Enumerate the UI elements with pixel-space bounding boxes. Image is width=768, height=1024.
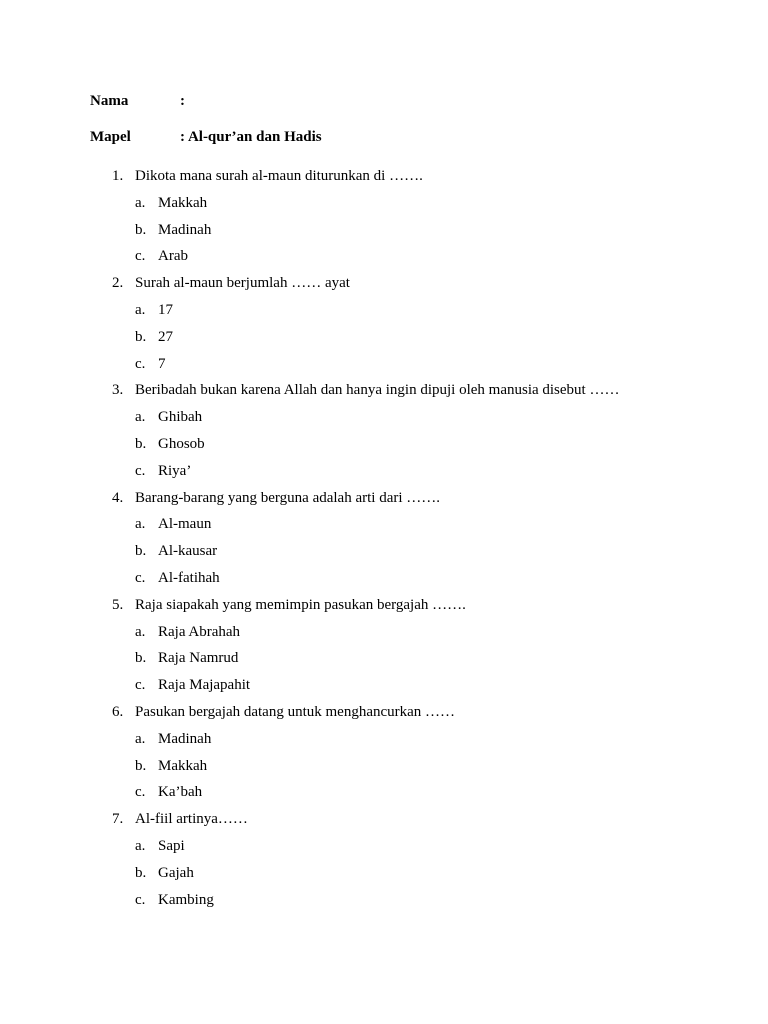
option-letter: c.	[135, 355, 146, 372]
question-text: Dikota mana surah al-maun diturunkan di …….	[135, 168, 423, 184]
question-1-option-c	[0, 246, 768, 273]
question-3	[0, 380, 768, 407]
mapel-colon: :	[180, 129, 185, 145]
question-5-option-c	[0, 675, 768, 702]
nama-colon: :	[180, 93, 185, 109]
option-letter: b.	[135, 543, 147, 560]
option-text: Madinah	[158, 221, 212, 238]
option-letter: b.	[135, 435, 147, 452]
option-text: Al-kausar	[158, 543, 218, 560]
option-letter: a.	[135, 837, 146, 854]
option-letter: b.	[135, 864, 147, 881]
question-1	[0, 166, 768, 193]
option-letter: c.	[135, 569, 146, 586]
question-3-option-a	[0, 407, 768, 434]
question-6-option-c	[0, 782, 768, 809]
option-text: Arab	[158, 248, 188, 265]
option-letter: c.	[135, 677, 146, 694]
question-2	[0, 273, 768, 300]
question-number: 7.	[112, 811, 124, 828]
option-letter: c.	[135, 248, 146, 265]
option-letter: b.	[135, 650, 147, 667]
nama-row	[90, 93, 185, 110]
question-text: Pasukan bergajah datang untuk menghancurkan ……	[135, 703, 456, 720]
option-letter: c.	[135, 462, 146, 479]
question-7	[0, 809, 768, 836]
option-letter: c.	[135, 784, 146, 801]
question-number: 2.	[112, 275, 124, 292]
option-text: Raja Abrahah	[158, 623, 241, 640]
option-letter: b.	[135, 757, 147, 774]
option-text: Kambing	[158, 891, 214, 908]
question-2-option-a	[0, 300, 768, 327]
question-number: 5.	[112, 596, 124, 613]
option-text: Ghosob	[158, 435, 205, 452]
question-text: Al-fiil artinya……	[135, 811, 248, 828]
question-list	[0, 166, 768, 916]
question-6-option-a	[0, 729, 768, 756]
question-5	[0, 595, 768, 622]
question-5-option-b	[0, 648, 768, 675]
question-4-option-c	[0, 568, 768, 595]
question-4	[0, 488, 768, 515]
option-letter: b.	[135, 328, 147, 345]
question-2-option-b	[0, 327, 768, 354]
question-6-option-b	[0, 756, 768, 783]
option-text: Raja Majapahit	[158, 677, 251, 694]
option-letter: a.	[135, 194, 146, 211]
question-3-option-c	[0, 461, 768, 488]
question-number: 6.	[112, 703, 124, 720]
question-number: 1.	[112, 168, 124, 184]
question-text: Beribadah bukan karena Allah dan hanya ingin dipuji oleh manusia disebut ……	[135, 382, 620, 399]
mapel-label: Mapel	[90, 129, 131, 145]
mapel-row	[90, 129, 322, 146]
question-6	[0, 702, 768, 729]
option-text: Raja Namrud	[158, 650, 239, 667]
question-number: 3.	[112, 382, 124, 399]
option-letter: a.	[135, 301, 146, 318]
option-text: 27	[158, 328, 173, 345]
question-7-option-a	[0, 836, 768, 863]
option-text: Gajah	[158, 864, 194, 881]
option-text: Sapi	[158, 837, 185, 854]
option-text: Riya’	[158, 462, 192, 479]
option-letter: c.	[135, 891, 146, 908]
question-7-option-c	[0, 890, 768, 917]
option-text: Makkah	[158, 194, 208, 211]
question-4-option-b	[0, 541, 768, 568]
nama-label: Nama	[90, 93, 129, 109]
question-text: Raja siapakah yang memimpin pasukan bergajah …….	[135, 596, 466, 613]
option-text: 7	[158, 355, 166, 372]
question-5-option-a	[0, 622, 768, 649]
option-text: 17	[158, 301, 173, 318]
option-letter: a.	[135, 409, 146, 426]
question-1-option-b	[0, 220, 768, 247]
option-letter: b.	[135, 221, 147, 238]
mapel-value: Al-qur’an dan Hadis	[187, 129, 322, 145]
option-text: Makkah	[158, 757, 208, 774]
question-3-option-b	[0, 434, 768, 461]
option-letter: a.	[135, 516, 146, 533]
question-text: Barang-barang yang berguna adalah arti dari …….	[135, 489, 441, 506]
question-number: 4.	[112, 489, 124, 506]
option-letter: a.	[135, 623, 146, 640]
question-7-option-b	[0, 863, 768, 890]
option-text: Ghibah	[158, 409, 203, 426]
option-text: Al-fatihah	[158, 569, 220, 586]
option-text: Ka’bah	[158, 784, 203, 801]
question-1-option-a	[0, 193, 768, 220]
option-text: Al-maun	[158, 516, 212, 533]
option-text: Madinah	[158, 730, 212, 747]
question-4-option-a	[0, 514, 768, 541]
question-text: Surah al-maun berjumlah …… ayat	[135, 275, 350, 292]
option-letter: a.	[135, 730, 146, 747]
question-2-option-c	[0, 354, 768, 381]
